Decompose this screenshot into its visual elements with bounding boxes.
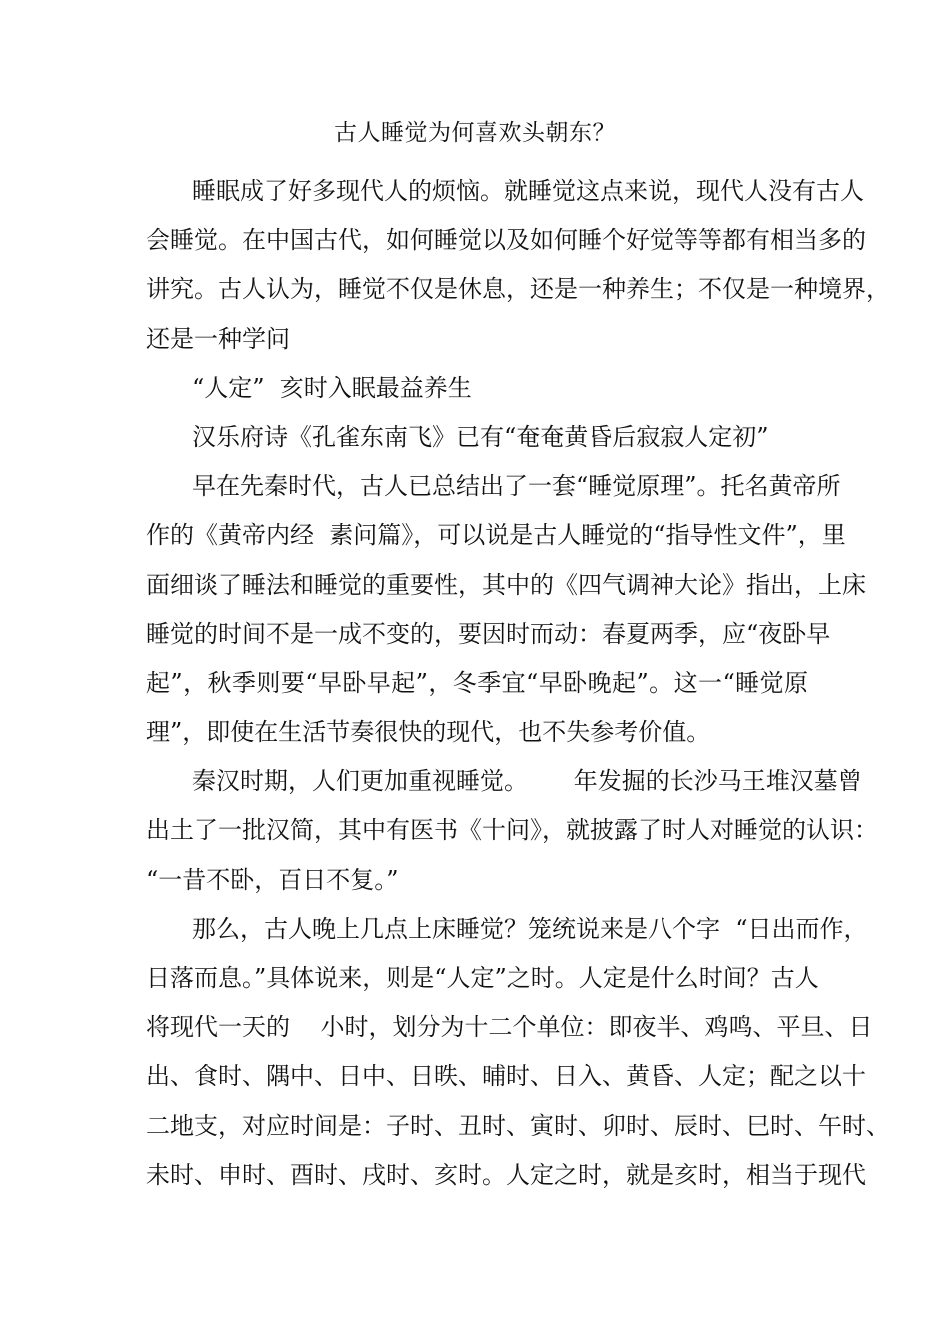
paragraph-line: 汉乐府诗《孔雀东南飞》已有“奄奄黄昏后寂寂人定初” — [192, 422, 769, 451]
paragraph-line: “一昔不卧，百日不复。” — [146, 865, 399, 894]
paragraph-line: 未时、申时、酉时、戌时、亥时。人定之时，就是亥时，相当于现代 — [146, 1160, 866, 1189]
paragraph-line: 睡觉的时间不是一成不变的，要因时而动：春夏两季，应“夜卧早 — [146, 619, 831, 648]
paragraph-line: 出、食时、隅中、日中、日昳、晡时、日入、黄昏、人定；配之以十 — [146, 1062, 866, 1091]
section-heading: “人定” 亥时入眠最益养生 — [192, 373, 472, 402]
paragraph-line: 那么，古人晚上几点上床睡觉？笼统说来是八个字 “日出而作， — [192, 914, 868, 943]
paragraph-line: 二地支，对应时间是：子时、丑时、寅时、卯时、辰时、巳时、午时、 — [146, 1111, 890, 1140]
paragraph-line: 早在先秦时代，古人已总结出了一套“睡觉原理”。托名黄帝所 — [192, 472, 841, 501]
paragraph-line: 还是一种学问 — [146, 324, 290, 353]
paragraph-line: 起”，秋季则要“早卧早起”，冬季宜“早卧晚起”。这一“睡觉原 — [146, 668, 808, 697]
paragraph-line: 讲究。古人认为，睡觉不仅是休息，还是一种养生；不仅是一种境界， — [146, 275, 890, 304]
paragraph-line: 作的《黄帝内经 素问篇》，可以说是古人睡觉的“指导性文件”，里 — [146, 521, 846, 550]
document-title: 古人睡觉为何喜欢头朝东？ — [334, 120, 616, 146]
paragraph-line: 理”，即使在生活节奏很快的现代，也不失参考价值。 — [146, 718, 711, 747]
paragraph-line: 面细谈了睡法和睡觉的重要性，其中的《四气调神大论》指出，上床 — [146, 570, 866, 599]
paragraph-line: 秦汉时期，人们更加重视睡觉。 年发掘的长沙马王堆汉墓曾 — [192, 767, 862, 796]
paragraph-line: 出土了一批汉简，其中有医书《十问》，就披露了时人对睡觉的认识： — [146, 816, 878, 845]
paragraph-line: 日落而息。”具体说来，则是“人定”之时。人定是什么时间？古人 — [146, 964, 819, 992]
paragraph-line: 睡眠成了好多现代人的烦恼。就睡觉这点来说，现代人没有古人 — [192, 177, 864, 205]
paragraph-line: 会睡觉。在中国古代，如何睡觉以及如何睡个好觉等等都有相当多的 — [146, 226, 866, 255]
paragraph-line: 将现代一天的 小时，划分为十二个单位：即夜半、鸡鸣、平旦、日 — [146, 1013, 873, 1042]
document-body — [146, 167, 890, 1200]
